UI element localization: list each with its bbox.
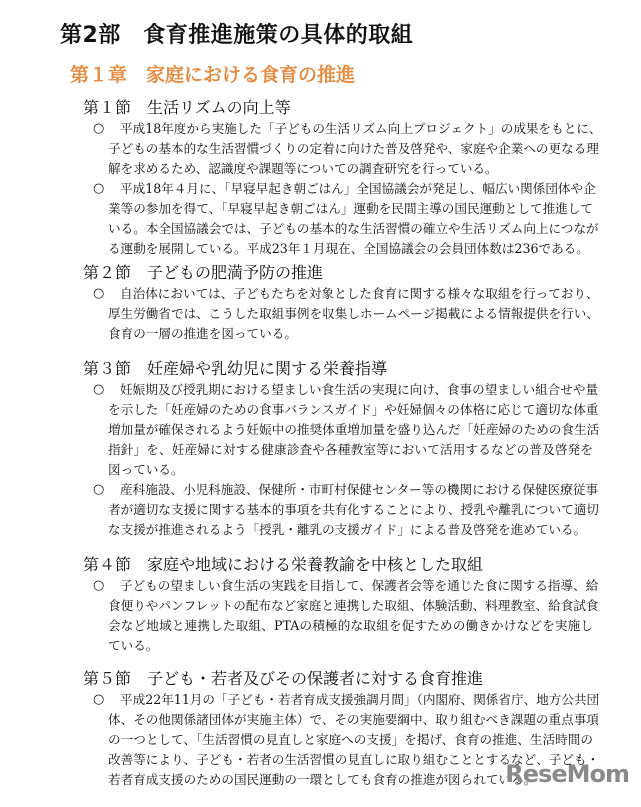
text-line: ている。 bbox=[108, 638, 159, 653]
text-line: 子どもの望ましい食生活の実践を目指して、保護者会等を通じた食に関する指導、給 bbox=[120, 578, 599, 593]
section-heading: 第１節 生活リズムの向上等 bbox=[83, 98, 291, 117]
circle-bullet-icon: ○ bbox=[93, 482, 105, 497]
circle-bullet-icon: ○ bbox=[93, 692, 105, 707]
text-line: 指針」を、妊産婦に対する健康診査や各種教室等において活用するなどの普及啓発を bbox=[108, 442, 593, 457]
section-heading: 第４節 家庭や地域における栄養教諭を中核とした取組 bbox=[83, 555, 484, 574]
section-heading: 第２節 子どもの肥満予防の推進 bbox=[83, 263, 324, 282]
text-line: 食育の一層の推進を図っている。 bbox=[108, 326, 297, 341]
text-line: 者が適切な支援に関する基本的事項を共有化することにより、授乳や離乳について適切 bbox=[108, 502, 599, 517]
paragraph bbox=[83, 380, 600, 480]
paragraph bbox=[83, 119, 602, 179]
circle-bullet-icon: ○ bbox=[93, 181, 105, 196]
text-line: 若者育成支援のための国民運動の一環としても食育の推進が図られている。 bbox=[108, 772, 537, 787]
page-title: 第2部 食育推進施策の具体的取組 bbox=[60, 23, 414, 48]
text-line: を示した「妊産婦のための食事バランスガイド」や妊婦個々の体格に応じて適切な体重 bbox=[108, 402, 599, 417]
circle-bullet-icon: ○ bbox=[93, 121, 105, 136]
text-line: 厚生労働省では、こうした取組事例を収集しホームページ掲載による情報提供を行い、 bbox=[108, 306, 599, 321]
section-heading: 第５節 子ども・若者及びその保護者に対する食育推進 bbox=[83, 669, 484, 688]
text-line: 自治体においては、子どもたちを対象とした食育に関する様々な取組を行っており、 bbox=[120, 286, 599, 301]
section-1 bbox=[83, 97, 602, 259]
circle-bullet-icon: ○ bbox=[93, 286, 105, 301]
text-line: 会など地域と連携した取組、PTAの積極的な取組を促すための働きかけなどを実施し bbox=[108, 618, 593, 633]
text-line: 増加量が確保されるよう妊娠中の推奨体重増加量を盛り込んだ「妊産婦のための食生活 bbox=[108, 422, 600, 437]
text-line: な支援が推進されるよう「授乳・離乳の支援ガイド」による普及啓発を進めている。 bbox=[108, 522, 587, 537]
text-line: いる。本全国協議会では、子どもの基本的な生活習慣の確立や生活リズム向上につなが bbox=[108, 221, 599, 236]
paragraph bbox=[83, 576, 599, 656]
chapter-heading: 第１章 家庭における食育の推進 bbox=[70, 64, 356, 86]
circle-bullet-icon: ○ bbox=[93, 578, 105, 593]
text-line: 食便りやパンフレットの配布など家庭と連携した取組、体験活動、料理教室、給食試食 bbox=[108, 598, 599, 613]
text-line: 産科施設、小児科施設、保健所・市町村保健センター等の機関における保健医療従事 bbox=[120, 482, 599, 497]
paragraph bbox=[83, 284, 599, 344]
text-line: 平成18年４月に、「早寝早起き朝ごはん」全国協議会が発足し、幅広い関係団体や企 bbox=[120, 181, 596, 196]
paragraph bbox=[83, 480, 599, 540]
text-line: 改善等により、子ども・若者の生活習慣の見直しに取り組むこととするなど、子ども・ bbox=[108, 752, 600, 767]
section-4 bbox=[83, 554, 599, 656]
watermark-logo: ReseMom bbox=[505, 760, 629, 788]
text-line: 平成22年11月の「子ども・若者育成支援強調月間」（内閣府、関係省庁、地方公共団 bbox=[120, 692, 600, 707]
text-line: 平成18年度から実施した「子どもの生活リズム向上プロジェクト」の成果をもとに、 bbox=[120, 121, 602, 136]
text-line: 解を求めるため、認識度や課題等についての調査研究を行っている。 bbox=[108, 161, 498, 176]
section-heading: 第３節 妊産婦や乳幼児に関する栄養指導 bbox=[83, 359, 388, 378]
circle-bullet-icon: ○ bbox=[93, 382, 105, 397]
text-line: の一つとして、「生活習慣の見直しと家庭への支援」を掲げ、食育の推進、生活時間の bbox=[108, 732, 593, 747]
text-line: る運動を展開している。平成23年１月現在、全国協議会の会員団体数は236である。 bbox=[108, 241, 589, 256]
text-line: 業等の参加を得て、「早寝早起き朝ごはん」運動を民間主導の国民運動として推進して bbox=[108, 201, 593, 216]
text-line: 体、その他関係諸団体が実施主体）で、その実施要綱中、取り組むべき課題の重点事項 bbox=[108, 712, 599, 727]
section-2 bbox=[83, 262, 599, 344]
section-3 bbox=[83, 358, 600, 540]
paragraph bbox=[83, 179, 599, 259]
text-line: 子どもの基本的な生活習慣づくりの定着に向けた普及啓発や、家庭や企業への更なる理 bbox=[108, 141, 599, 156]
text-line: 図っている。 bbox=[108, 462, 184, 477]
text-line: 妊娠期及び授乳期における望ましい食生活の実現に向け、食事の望ましい組合せや量 bbox=[120, 382, 599, 397]
